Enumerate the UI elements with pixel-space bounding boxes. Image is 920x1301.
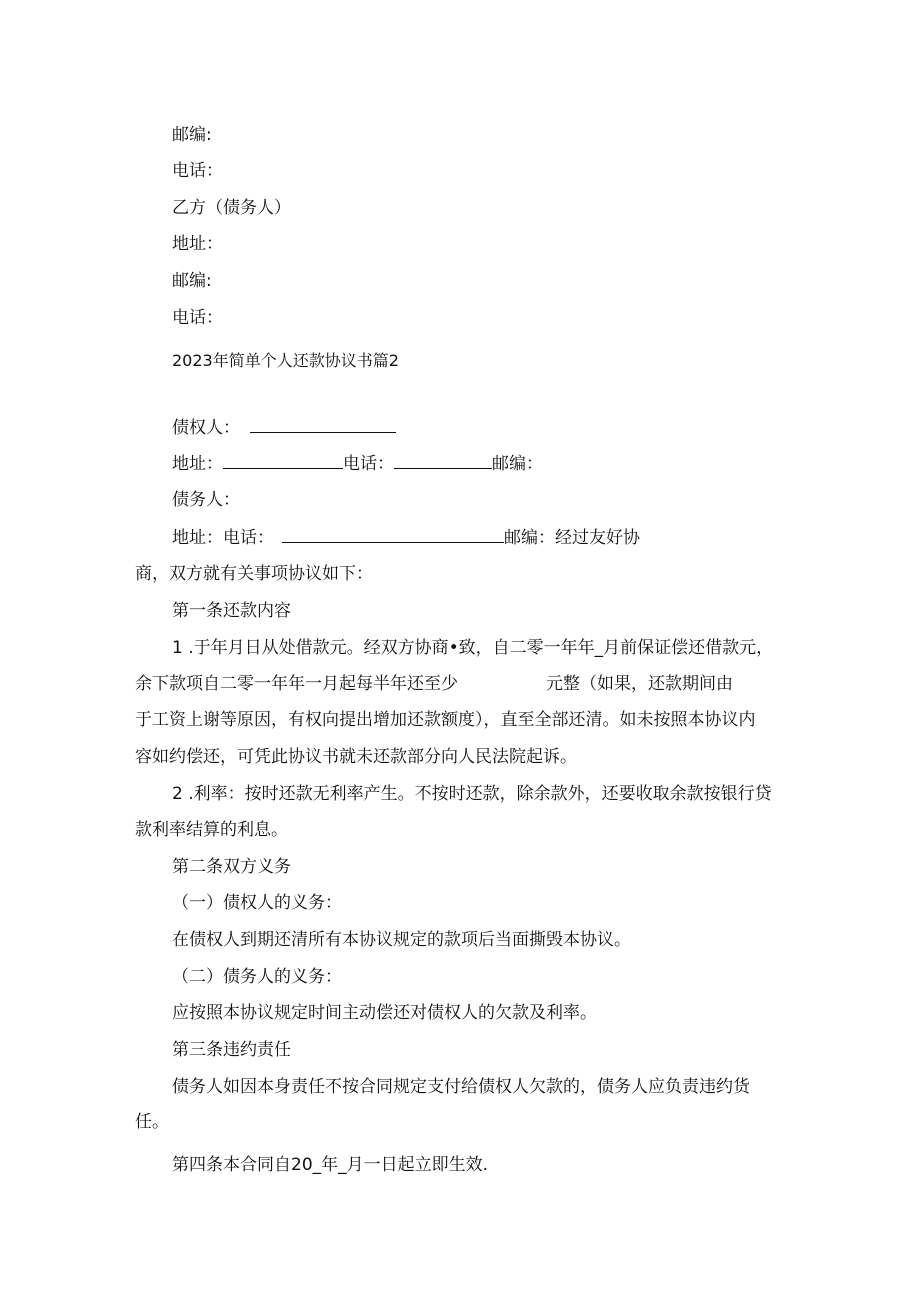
- article3-line1: 债务人如因本身责任不按合同规定支付给债权人欠款的，债务人应负责违约货: [172, 1077, 750, 1097]
- party-a-postcode: 邮编:: [172, 125, 212, 145]
- party-b-title: 乙方（债务人）: [172, 198, 291, 218]
- debtor-postcode-label: 邮编：经过友好协: [504, 528, 640, 548]
- article3-line2: 任。: [135, 1112, 169, 1132]
- creditor-line: [172, 416, 396, 439]
- debtor-contact-blank: [282, 526, 504, 543]
- party-a-phone: 电话：: [172, 161, 223, 181]
- article1-item1-line2a: 余下款项自二零一年年一月起每半年还至少: [135, 674, 458, 694]
- creditor-address-blank: [223, 452, 343, 469]
- creditor-contact-line: [172, 452, 543, 475]
- creditor-name-blank: [250, 416, 396, 433]
- article1-item1-line2: [135, 673, 733, 695]
- debtor-duty-title: （二）债务人的义务：: [172, 967, 342, 987]
- article1-item1-line2b: 元整（如果，还款期间由: [546, 674, 733, 694]
- article1-item1-line4: 容如约偿还，可凭此协议书就未还款部分向人民法院起诉。: [135, 747, 577, 767]
- creditor-postcode-label: 邮编：: [492, 454, 543, 474]
- debtor-duty: 应按照本协议规定时间主动偿还对债权人的欠款及利率。: [172, 1003, 597, 1023]
- article1-item1-line3: 于工资上谢等原因，有权向提出增加还款额度），直至全部还清。如未按照本协议内: [135, 710, 756, 730]
- creditor-duty-title: （一）债权人的义务：: [172, 893, 342, 913]
- creditor-address-label: 地址：: [172, 454, 223, 474]
- debtor-contact-line: [172, 526, 640, 549]
- article1-title: 第一条还款内容: [172, 601, 291, 621]
- party-b-postcode: 邮编:: [172, 271, 212, 291]
- debtor-continuation: 商，双方就有关事项协议如下：: [135, 564, 373, 584]
- party-b-phone: 电话：: [172, 308, 223, 328]
- creditor-phone-blank: [394, 452, 492, 469]
- article1-item2-line1: 2 .利率：按时还款无利率产生。不按时还款，除余款外，还要收取余款按银行贷: [172, 784, 772, 804]
- debtor-address-phone-label: 地址：电话：: [172, 528, 274, 548]
- article3-title: 第三条违约责任: [172, 1040, 291, 1060]
- article2-title: 第二条双方义务: [172, 857, 291, 877]
- creditor-label: 债权人：: [172, 418, 240, 438]
- article4-line1: 第四条本合同自20_年_月一日起立即生效.: [172, 1155, 489, 1175]
- section-title: 2023年简单个人还款协议书篇2: [172, 351, 399, 370]
- debtor-label: 债务人：: [172, 490, 240, 510]
- article1-item2-line2: 款利率结算的利息。: [135, 820, 288, 840]
- party-b-address: 地址：: [172, 234, 223, 254]
- article1-item1-line1: 1 .于年月日从处借款元。经双方协商•致，自二零一年年_月前保证偿还借款元，: [172, 638, 774, 658]
- creditor-duty: 在债权人到期还清所有本协议规定的款项后当面撕毁本协议。: [172, 930, 631, 950]
- creditor-phone-label: 电话：: [343, 454, 394, 474]
